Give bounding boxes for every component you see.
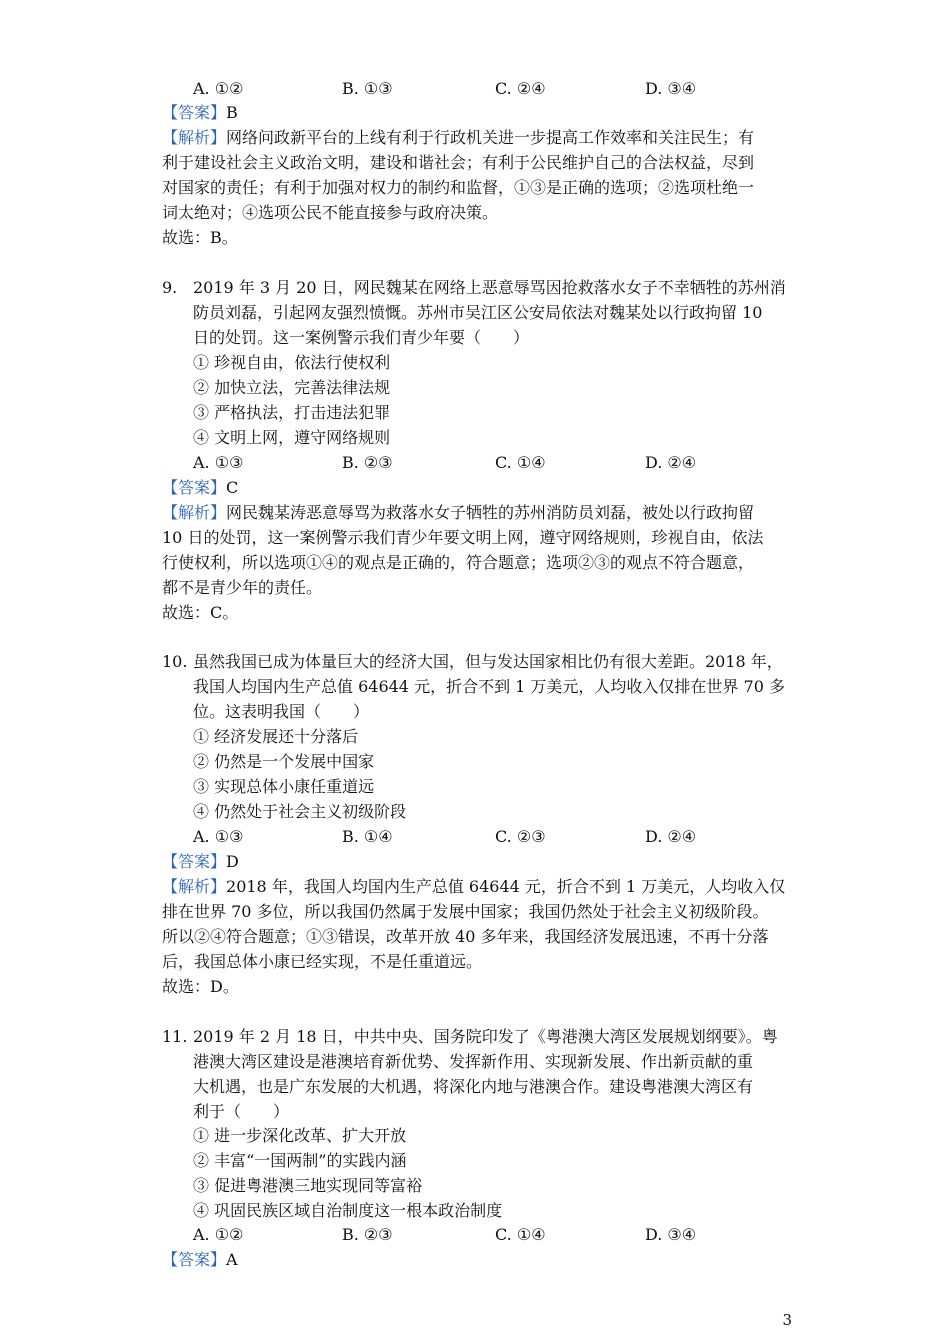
q10-analysis-line: 后，我国总体小康已经实现，不是任重道远。	[162, 952, 483, 971]
q8-analysis-line: 利于建设社会主义政治文明，建设和谐社会；有利于公民维护自己的合法权益，尽到	[162, 153, 755, 172]
page-number: 3	[782, 1311, 792, 1329]
analysis-tag: 【解析】	[162, 877, 227, 896]
option-b: B. ①③	[342, 79, 393, 98]
option-a: A. ①③	[193, 453, 244, 472]
option-d: D. ③④	[645, 1225, 697, 1244]
q8-conclusion: 故选：B。	[162, 228, 238, 247]
analysis-tag: 【解析】	[162, 128, 227, 147]
q9-answer: 【答案】C	[162, 478, 239, 497]
q9-analysis-line: 行使权利，所以选项①④的观点是正确的，符合题意；选项②③的观点不符合题意，	[162, 553, 755, 572]
q11-stem-line: 利于（ ）	[193, 1102, 290, 1121]
q10-stem-line: 虽然我国已成为体量巨大的经济大国，但与发达国家相比仍有很大差距。2018 年，	[193, 652, 783, 671]
q9-stem-line: 日的处罚。这一案例警示我们青少年要（ ）	[193, 328, 530, 347]
q10-conclusion: 故选：D。	[162, 977, 239, 996]
option-c: C. ②③	[495, 827, 546, 846]
q9-analysis-line: 都不是青少年的责任。	[162, 578, 323, 597]
option-c: C. ②④	[495, 79, 546, 98]
q9-conclusion: 故选：C。	[162, 603, 239, 622]
q10-item: ④ 仍然处于社会主义初级阶段	[193, 802, 407, 821]
option-b: B. ①④	[342, 827, 393, 846]
q10-analysis-line: 排在世界 70 多位，所以我国仍然属于发展中国家；我国仍然处于社会主义初级阶段。	[162, 902, 769, 921]
q11-number: 11.	[162, 1027, 188, 1046]
q9-item: ② 加快立法，完善法律法规	[193, 378, 391, 397]
q10-item: ③ 实现总体小康任重道远	[193, 777, 375, 796]
option-a: A. ①②	[193, 1225, 244, 1244]
q9-item: ④ 文明上网，遵守网络规则	[193, 428, 391, 447]
q8-analysis-line: 词太绝对；④选项公民不能直接参与政府决策。	[162, 203, 499, 222]
q10-stem-line: 位。这表明我国（ ）	[193, 702, 370, 721]
q10-number: 10.	[162, 652, 188, 671]
q9-item: ① 珍视自由，依法行使权利	[193, 353, 391, 372]
q9-analysis-line: 【解析】网民魏某涛恶意辱骂为救落水女子牺牲的苏州消防员刘磊，被处以行政拘留	[162, 503, 755, 522]
q8-analysis-line: 对国家的责任；有利于加强对权力的制约和监督，①③是正确的选项；②选项杜绝一	[162, 178, 755, 197]
q11-answer: 【答案】A	[162, 1250, 238, 1269]
q10-analysis-line: 所以②④符合题意；①③错误，改革开放 40 多年来，我国经济发展迅速，不再十分落	[162, 927, 769, 946]
answer-tag: 【答案】	[162, 103, 227, 122]
q9-stem-line: 2019 年 3 月 20 日，网民魏某在网络上恶意辱骂因抢救落水女子不幸牺牲的苏州消	[193, 278, 786, 297]
answer-tag: 【答案】	[162, 852, 227, 871]
q11-item: ③ 促进粤港澳三地实现同等富裕	[193, 1176, 423, 1195]
q8-answer: 【答案】B	[162, 103, 238, 122]
q11-item: ④ 巩固民族区域自治制度这一根本政治制度	[193, 1201, 503, 1220]
q9-item: ③ 严格执法，打击违法犯罪	[193, 403, 391, 422]
option-a: A. ①②	[193, 79, 244, 98]
q11-stem-line: 港澳大湾区建设是港澳培育新优势、发挥新作用、实现新发展、作出新贡献的重	[193, 1052, 754, 1071]
q10-stem-line: 我国人均国内生产总值 64644 元，折合不到 1 万美元，人均收入仅排在世界 70 多	[193, 677, 785, 696]
analysis-tag: 【解析】	[162, 503, 227, 522]
option-b: B. ②③	[342, 453, 393, 472]
q8-analysis-line: 【解析】网络问政新平台的上线有利于行政机关进一步提高工作效率和关注民生；有	[162, 128, 755, 147]
q10-answer: 【答案】D	[162, 852, 239, 871]
answer-tag: 【答案】	[162, 478, 227, 497]
q9-analysis-line: 10 日的处罚，这一案例警示我们青少年要文明上网，遵守网络规则，珍视自由，依法	[162, 528, 764, 547]
q10-analysis-line: 【解析】2018 年，我国人均国内生产总值 64644 元，折合不到 1 万美元，人均收入仅	[162, 877, 786, 896]
option-d: D. ②④	[645, 827, 697, 846]
option-a: A. ①③	[193, 827, 244, 846]
q10-item: ② 仍然是一个发展中国家	[193, 752, 375, 771]
option-b: B. ②③	[342, 1225, 393, 1244]
q11-item: ① 进一步深化改革、扩大开放	[193, 1126, 407, 1145]
q10-item: ① 经济发展还十分落后	[193, 727, 359, 746]
option-c: C. ①④	[495, 1225, 546, 1244]
q9-stem-line: 防员刘磊，引起网友强烈愤慨。苏州市吴江区公安局依法对魏某处以行政拘留 10	[193, 303, 763, 322]
option-c: C. ①④	[495, 453, 546, 472]
answer-tag: 【答案】	[162, 1250, 227, 1269]
option-d: D. ③④	[645, 79, 697, 98]
option-d: D. ②④	[645, 453, 697, 472]
q11-item: ② 丰富“一国两制”的实践内涵	[193, 1151, 407, 1170]
q11-stem-line: 2019 年 2 月 18 日，中共中央、国务院印发了《粤港澳大湾区发展规划纲要》。粤	[193, 1027, 778, 1046]
q9-number: 9.	[162, 278, 178, 297]
q11-stem-line: 大机遇，也是广东发展的大机遇，将深化内地与港澳合作。建设粤港澳大湾区有	[193, 1077, 754, 1096]
